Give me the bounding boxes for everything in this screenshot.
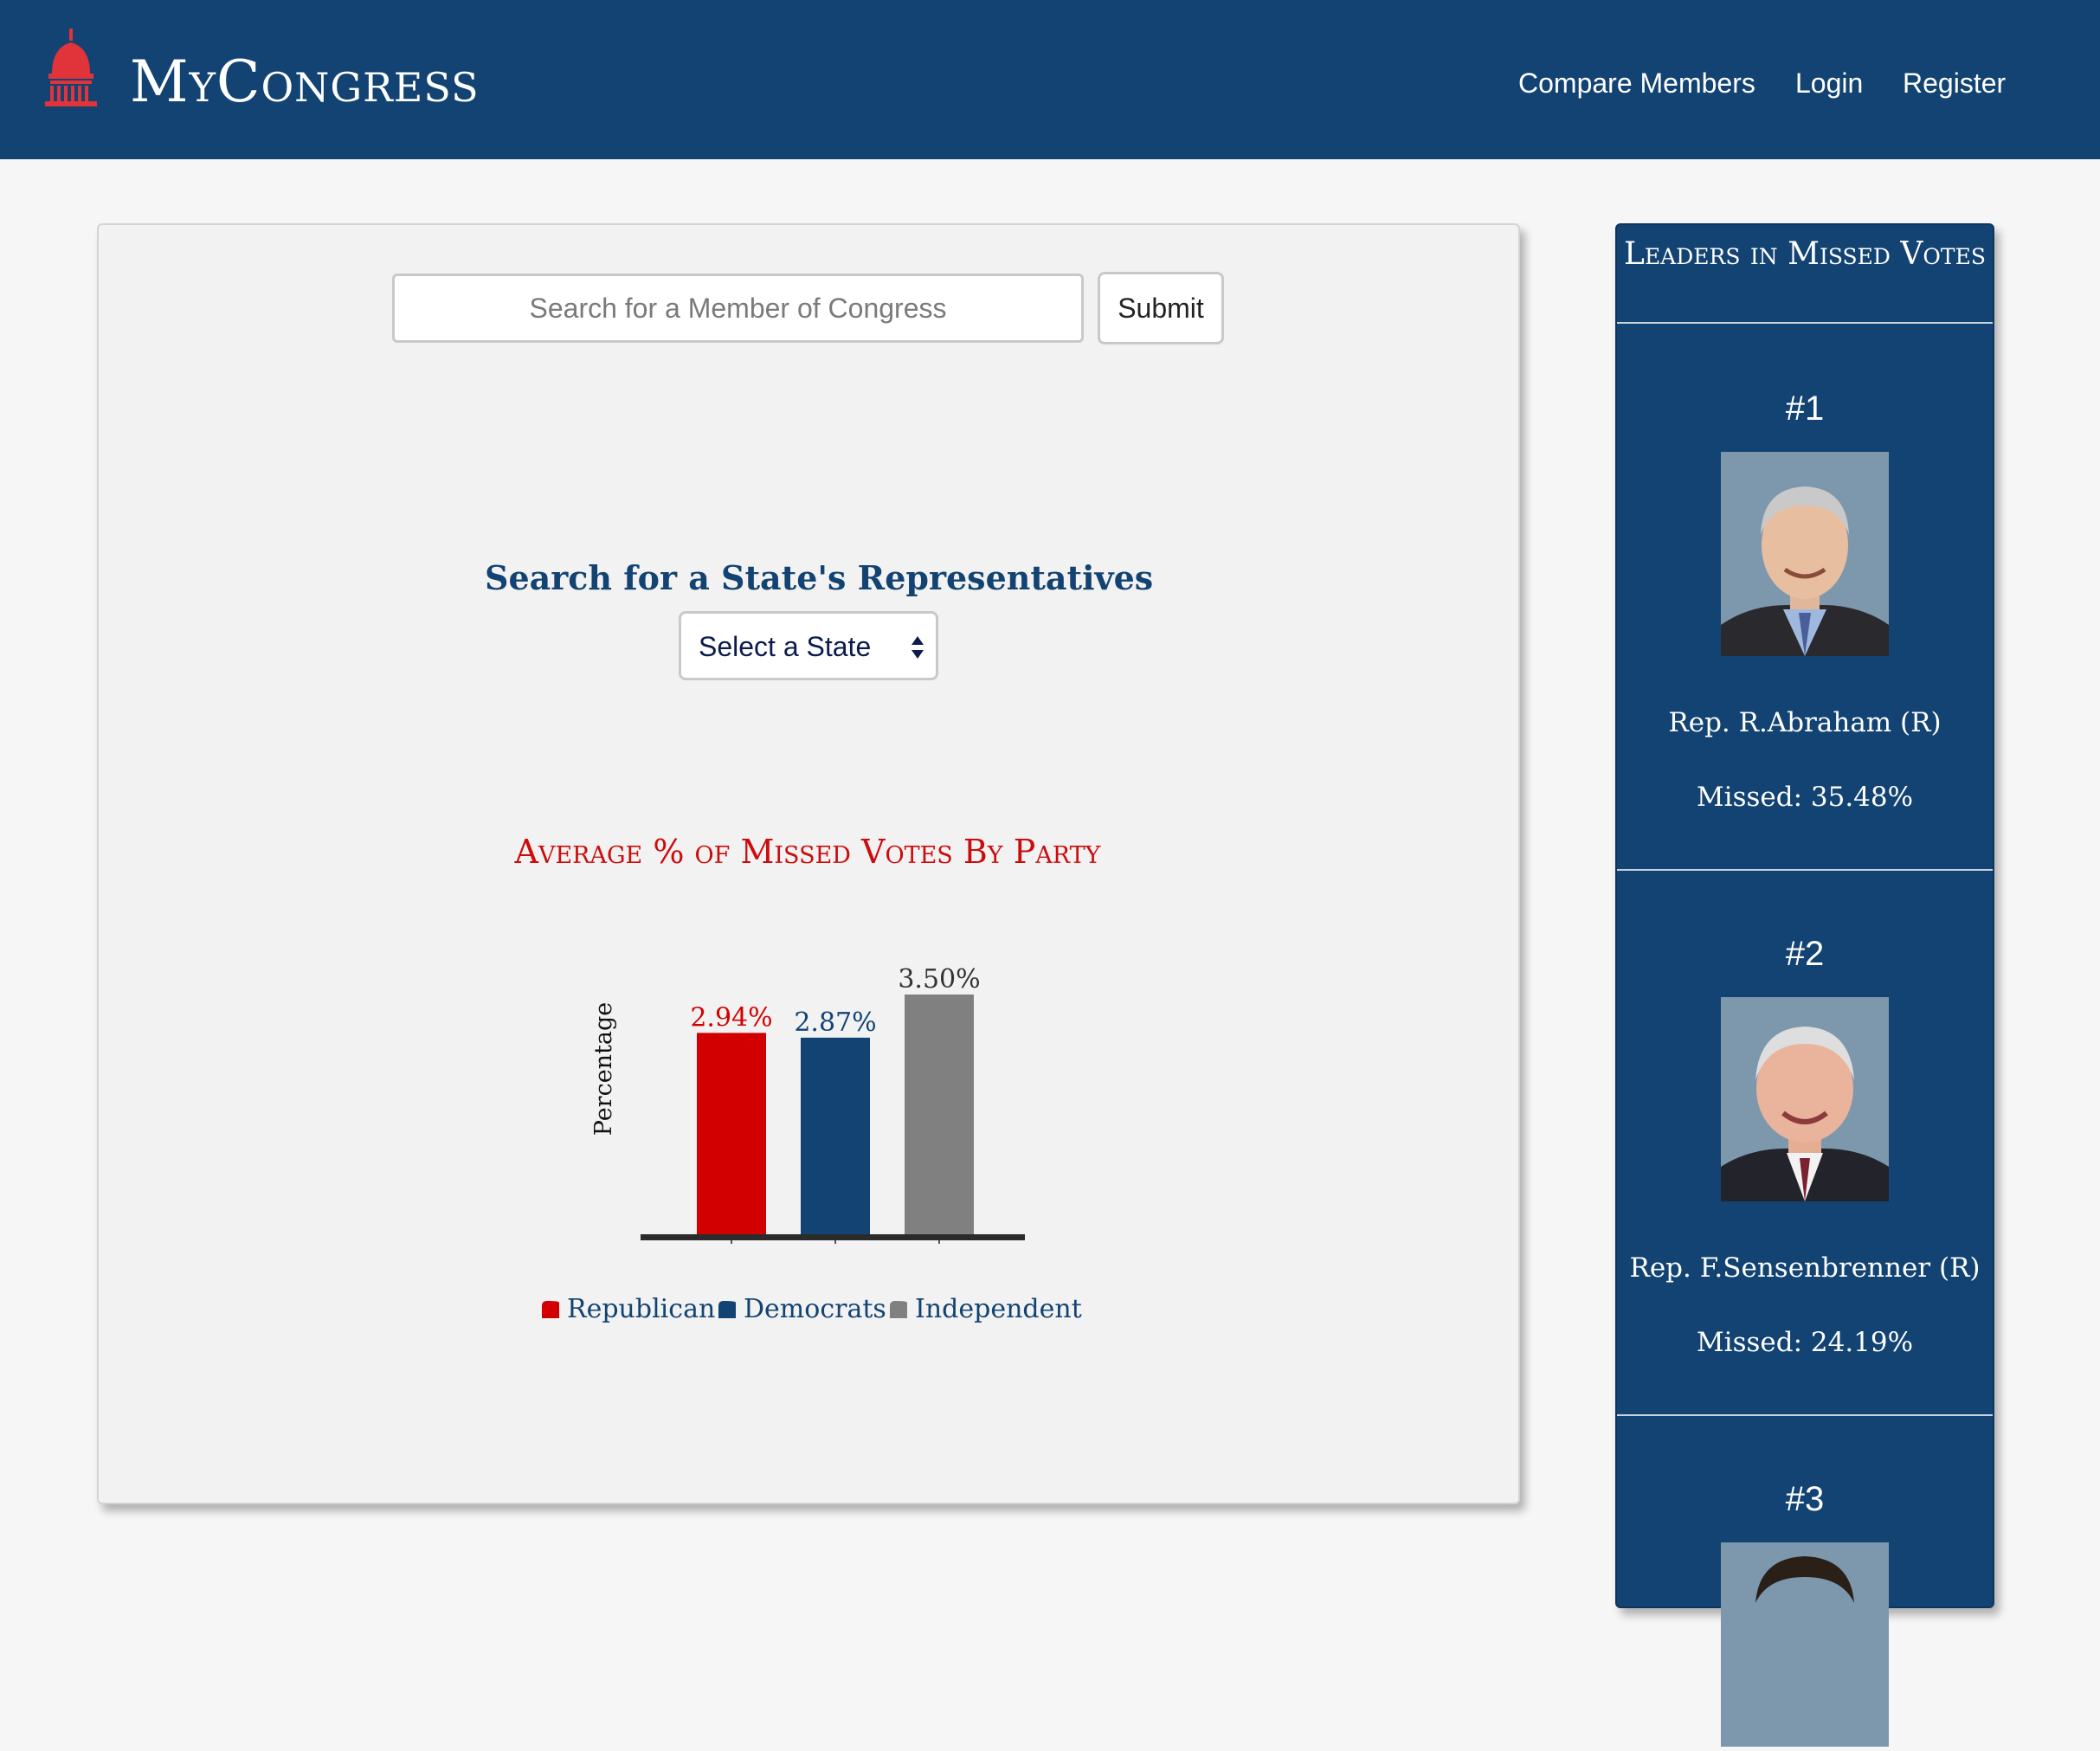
missed-votes-leaders-sidebar	[1615, 223, 1994, 1608]
bar-value-label: 2.87%	[794, 1007, 877, 1038]
sidebar-divider	[1617, 1414, 1993, 1416]
state-search-heading: Search for a State's Representatives	[485, 558, 1154, 597]
brand-logo-text[interactable]: MyCongress	[130, 48, 480, 115]
state-select[interactable]	[679, 611, 938, 680]
bar-value-label: 2.94%	[690, 1002, 773, 1033]
sidebar-title: Leaders in Missed Votes	[1624, 236, 1986, 272]
legend-swatch-independent	[890, 1301, 907, 1318]
legend-swatch-republican	[542, 1301, 559, 1318]
x-axis-line	[641, 1234, 1025, 1240]
leader-missed-percent: Missed: 35.48%	[1696, 782, 1914, 813]
bar-independent	[905, 995, 974, 1234]
leader-missed-percent: Missed: 24.19%	[1696, 1327, 1914, 1358]
legend-label-democrats: Democrats	[744, 1294, 886, 1324]
chart-title: Average % of Missed Votes By Party	[514, 833, 1101, 871]
nav-compare-members[interactable]: Compare Members	[1518, 68, 1755, 99]
capitol-dome-icon[interactable]	[40, 29, 102, 110]
nav-login[interactable]: Login	[1795, 68, 1864, 99]
bar-republican	[697, 1033, 766, 1234]
state-select-value: Select a State	[699, 631, 872, 662]
y-axis-label: Percentage	[590, 1001, 617, 1136]
sidebar-divider	[1617, 322, 1993, 324]
legend-label-republican: Republican	[567, 1294, 716, 1324]
leader-rank: #1	[1785, 389, 1825, 428]
leader-name[interactable]: Rep. F.Sensenbrenner (R)	[1629, 1252, 1981, 1284]
leader-rank: #3	[1785, 1480, 1825, 1518]
leader-photo[interactable]	[1721, 452, 1889, 656]
missed-votes-bar-chart	[567, 939, 1082, 1355]
bar-value-label: 3.50%	[898, 964, 981, 995]
nav-register[interactable]: Register	[1903, 68, 2007, 99]
bar-democrats	[801, 1038, 870, 1234]
select-arrows-icon	[910, 633, 925, 662]
x-axis-tick	[938, 1240, 940, 1244]
x-axis-tick	[731, 1240, 732, 1244]
member-search-input[interactable]	[392, 274, 1084, 343]
leader-photo[interactable]	[1721, 997, 1889, 1201]
leader-name[interactable]: Rep. R.Abraham (R)	[1668, 707, 1942, 738]
leader-rank: #2	[1785, 935, 1825, 973]
legend-swatch-democrats	[718, 1301, 736, 1318]
leader-photo[interactable]	[1721, 1542, 1889, 1747]
submit-button[interactable]: Submit	[1098, 272, 1224, 344]
top-navbar	[0, 0, 2100, 159]
legend-label-independent: Independent	[915, 1294, 1082, 1324]
sidebar-divider	[1617, 869, 1993, 871]
x-axis-tick	[834, 1240, 836, 1244]
